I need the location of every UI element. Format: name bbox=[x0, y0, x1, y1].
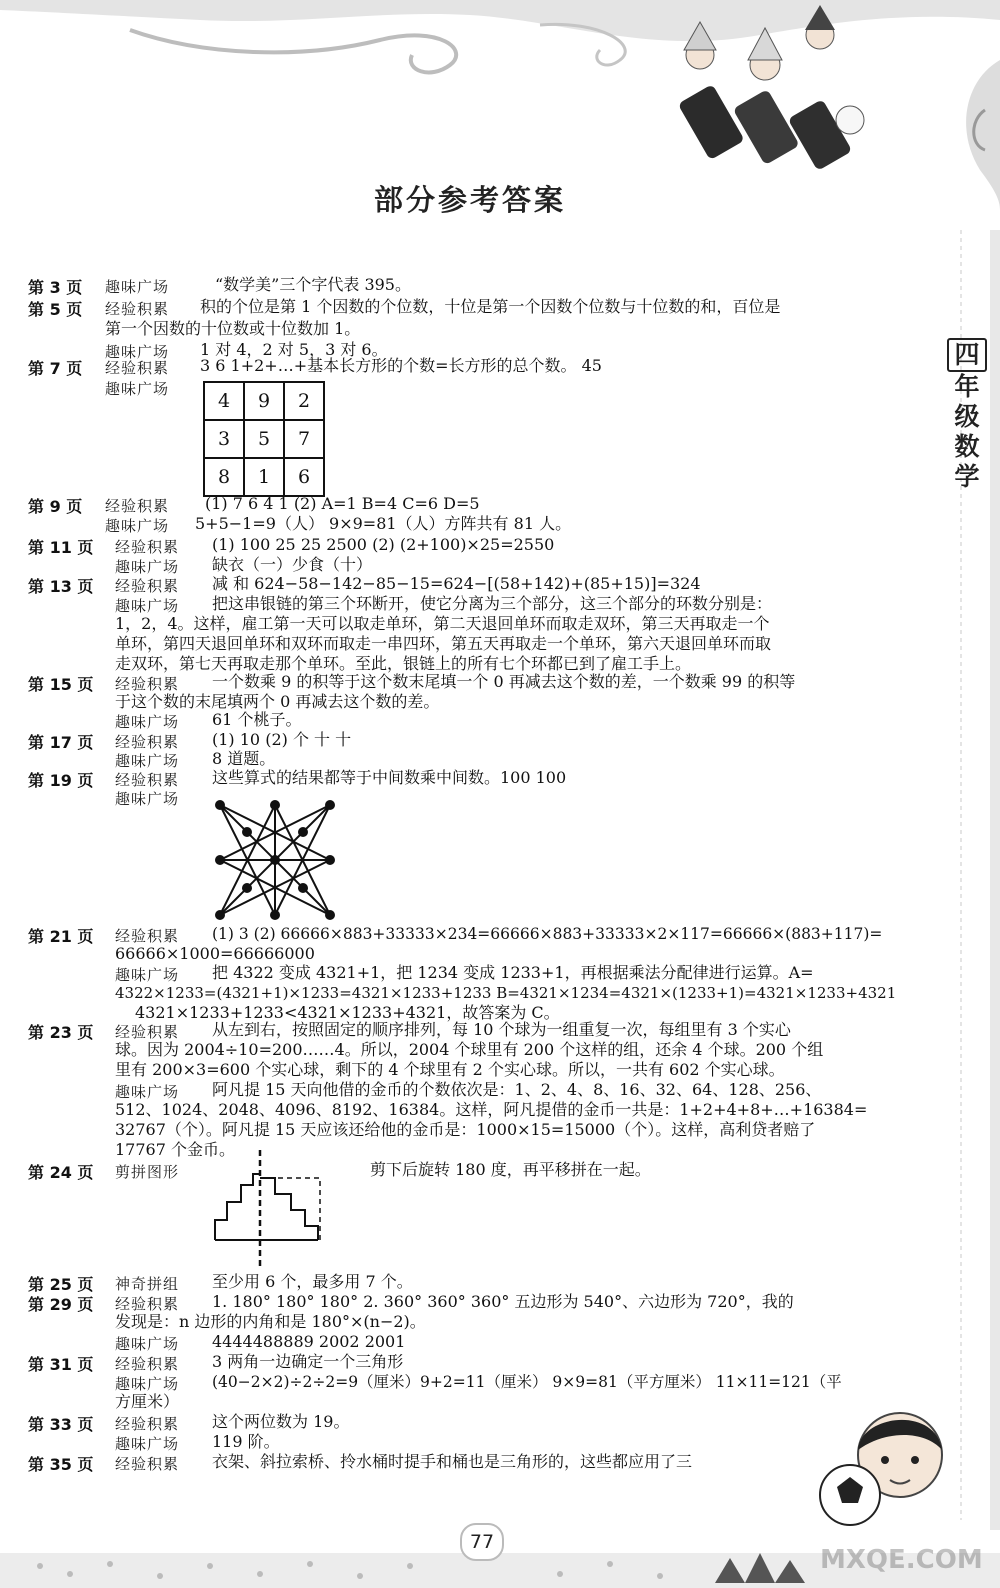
answer-line: 这个两位数为 19。 bbox=[212, 1412, 350, 1431]
staircase-figure bbox=[205, 1150, 335, 1270]
category-label: 趣味广场 bbox=[105, 380, 170, 398]
dot-line-puzzle bbox=[200, 790, 350, 920]
category-label: 经验积累 bbox=[105, 359, 170, 377]
side-char: 级 bbox=[954, 402, 980, 431]
side-char: 学 bbox=[954, 462, 980, 491]
page-ref: 第 7 页 bbox=[28, 359, 83, 378]
answer-line: 61 个桃子。 bbox=[212, 710, 302, 729]
magic-cell: 8 bbox=[204, 458, 244, 496]
answer-line: 4321×1233+1233<4321×1233+4321，故答案为 C。 bbox=[135, 1003, 560, 1022]
category-label: 经验积累 bbox=[115, 733, 180, 751]
category-label: 经验积累 bbox=[115, 1295, 180, 1313]
page-ref: 第 25 页 bbox=[28, 1275, 94, 1294]
category-label: 趣味广场 bbox=[115, 713, 180, 731]
answer-line: 至少用 6 个，最多用 7 个。 bbox=[212, 1272, 413, 1291]
page-ref: 第 33 页 bbox=[28, 1415, 94, 1434]
answer-line: 这些算式的结果都等于中间数乘中间数。100 100 bbox=[212, 768, 567, 787]
magic-cell: 5 bbox=[244, 420, 284, 458]
answer-line: “数学美”三个字代表 395。 bbox=[215, 275, 411, 294]
category-label: 经验积累 bbox=[115, 675, 180, 693]
answer-line: 阿凡提 15 天向他借的金币的个数依次是：1、2、4、8、16、32、64、128、256、 bbox=[212, 1080, 822, 1099]
answer-line: 球。因为 2004÷10=200……4。所以，2004 个球里有 200 个这样的组，还余 4 个球。200 个组 bbox=[115, 1040, 824, 1059]
page-ref: 第 21 页 bbox=[28, 927, 94, 946]
answer-line: 512、1024、2048、4096、8192、16384。这样，阿凡提借的金币一共是：1+2+4+8+…+16384= bbox=[115, 1100, 868, 1119]
category-label: 经验积累 bbox=[115, 577, 180, 595]
answer-line: 单环，第四天退回单环和双环而取走一串四环，第五天再取走一个单环，第六天退回单环而取 bbox=[115, 634, 772, 653]
category-label: 经验积累 bbox=[115, 771, 180, 789]
page-ref: 第 23 页 bbox=[28, 1023, 94, 1042]
answer-line: (1) 7 6 4 1 (2) A=1 B=4 C=6 D=5 bbox=[205, 494, 480, 513]
magic-cell: 3 bbox=[204, 420, 244, 458]
answer-line: 1 对 4，2 对 5，3 对 6。 bbox=[200, 340, 388, 359]
answer-line: 把这串银链的第三个环断开，使它分离为三个部分，这三个部分的环数分别是： bbox=[212, 594, 773, 613]
answer-line: 8 道题。 bbox=[212, 749, 276, 768]
magic-cell: 2 bbox=[284, 382, 324, 420]
category-label: 经验积累 bbox=[115, 927, 180, 945]
side-char: 年 bbox=[954, 372, 980, 401]
category-label: 经验积累 bbox=[115, 1415, 180, 1433]
category-label: 趣味广场 bbox=[115, 752, 180, 770]
answer-line: 方厘米） bbox=[115, 1392, 180, 1411]
category-label: 趣味广场 bbox=[115, 597, 180, 615]
answer-line: 第一个因数的十位数或十位数加 1。 bbox=[105, 319, 361, 338]
page-ref: 第 3 页 bbox=[28, 278, 83, 297]
answer-line: 里有 200×3=600 个实心球，剩下的 4 个球里有 2 个实心球。所以，一共有 602 个实心球。 bbox=[115, 1060, 785, 1079]
answer-line: 一个数乘 9 的积等于这个数末尾填一个 0 再减去这个数的差，一个数乘 99 的积等 bbox=[212, 672, 796, 691]
category-label: 经验积累 bbox=[105, 497, 170, 515]
page-ref: 第 11 页 bbox=[28, 538, 94, 557]
category-label: 神奇拼组 bbox=[115, 1275, 180, 1293]
answer-line: 于这个数的末尾填两个 0 再减去这个数的差。 bbox=[115, 692, 440, 711]
answer-line: 1，2，4。这样，雇工第一天可以取走单环，第二天退回单环而取走双环，第三天再取走一个 bbox=[115, 614, 770, 633]
category-label: 经验积累 bbox=[115, 1355, 180, 1373]
page-title: 部分参考答案 bbox=[373, 183, 566, 217]
category-label: 经验积累 bbox=[115, 1023, 180, 1041]
answer-line: (1) 10 (2) 个 十 十 bbox=[212, 730, 352, 749]
category-label: 趣味广场 bbox=[115, 1375, 180, 1393]
answer-line: (1) 3 (2) 66666×883+33333×234=66666×883+33333×2×117=66666×(883+117)= bbox=[212, 925, 883, 943]
side-char: 数 bbox=[954, 432, 980, 461]
answer-line: 1. 180° 180° 180° 2. 360° 360° 360° 五边形为 540°、六边形为 720°，我的 bbox=[212, 1292, 794, 1311]
answer-line: 从左到右，按照固定的顺序排列，每 10 个球为一组重复一次，每组里有 3 个实心 bbox=[212, 1020, 791, 1039]
answer-line: 减 和 624−58−142−85−15=624−[(58+142)+(85+15)]=324 bbox=[212, 574, 701, 593]
answer-line: 66666×1000=66666000 bbox=[115, 944, 315, 963]
answer-line: 3 两角一边确定一个三角形 bbox=[212, 1352, 404, 1371]
page-ref: 第 5 页 bbox=[28, 300, 83, 319]
answer-line: 5+5−1=9（人） 9×9=81（人）方阵共有 81 人。 bbox=[195, 514, 572, 533]
answer-line: (40−2×2)÷2÷2=9（厘米）9+2=11（厘米） 9×9=81（平方厘米） 11×11=121（平 bbox=[212, 1373, 842, 1391]
answer-line: 17767 个金币。 bbox=[115, 1140, 235, 1159]
answer-line: 3 6 1+2+…+基本长方形的个数=长方形的总个数。 45 bbox=[200, 356, 602, 375]
answer-line: 4444488889 2002 2001 bbox=[212, 1332, 406, 1351]
answer-line: 缺衣（一）少食（十） bbox=[212, 555, 373, 574]
magic-cell: 1 bbox=[244, 458, 284, 496]
magic-cell: 4 bbox=[204, 382, 244, 420]
header-decoration bbox=[0, 0, 1000, 170]
page-ref: 第 19 页 bbox=[28, 771, 94, 790]
magic-cell: 9 bbox=[244, 382, 284, 420]
boy-with-ball-illustration bbox=[815, 1395, 965, 1535]
category-label: 趣味广场 bbox=[105, 517, 170, 535]
category-label: 趣味广场 bbox=[115, 1335, 180, 1353]
answer-line: 32767（个）。阿凡提 15 天应该还给他的金币是：1000×15=15000（个）。这样，高利贷者赔了 bbox=[115, 1120, 816, 1139]
page-ref: 第 35 页 bbox=[28, 1455, 94, 1474]
answer-line: 走双环，第七天再取走那个单环。至此，银链上的所有七个环都已到了雇工手上。 bbox=[115, 654, 692, 673]
side-decoration bbox=[955, 0, 1000, 1588]
answer-line: 119 阶。 bbox=[212, 1432, 280, 1451]
page-ref: 第 31 页 bbox=[28, 1355, 94, 1374]
page-ref: 第 17 页 bbox=[28, 733, 94, 752]
answer-line: 把 4322 变成 4321+1，把 1234 变成 1233+1，再根据乘法分配律进行运算。A= bbox=[212, 963, 814, 982]
category-label: 趣味广场 bbox=[115, 790, 180, 808]
category-label: 经验积累 bbox=[115, 1455, 180, 1473]
answer-line: 发现是：n 边形的内角和是 180°×(n−2)。 bbox=[115, 1312, 426, 1331]
page-ref: 第 9 页 bbox=[28, 497, 83, 516]
page-ref: 第 15 页 bbox=[28, 675, 94, 694]
category-label: 剪拼图形 bbox=[115, 1163, 180, 1181]
category-label: 趣味广场 bbox=[115, 1435, 180, 1453]
answer-line: 积的个位是第 1 个因数的个位数，十位是第一个因数个位数与十位数的和，百位是 bbox=[200, 297, 781, 316]
magic-square bbox=[203, 381, 325, 497]
page-ref: 第 24 页 bbox=[28, 1163, 94, 1182]
answer-line: 衣架、斜拉索桥、拎水桶时提手和桶也是三角形的，这些都应用了三 bbox=[212, 1452, 693, 1471]
page-number: 77 bbox=[460, 1523, 504, 1561]
side-char: 四 bbox=[947, 338, 987, 372]
category-label: 趣味广场 bbox=[115, 558, 180, 576]
category-label: 趣味广场 bbox=[105, 278, 170, 296]
magic-cell: 6 bbox=[284, 458, 324, 496]
category-label: 趣味广场 bbox=[105, 343, 170, 361]
category-label: 趣味广场 bbox=[115, 1083, 180, 1101]
page-ref: 第 13 页 bbox=[28, 577, 94, 596]
magic-cell: 7 bbox=[284, 420, 324, 458]
side-label bbox=[947, 338, 987, 492]
page-ref: 第 29 页 bbox=[28, 1295, 94, 1314]
watermark: MXQE.COM bbox=[820, 1545, 983, 1575]
category-label: 趣味广场 bbox=[115, 966, 180, 984]
answer-line: 剪下后旋转 180 度，再平移拼在一起。 bbox=[370, 1160, 651, 1179]
answer-line: 4322×1233=(4321+1)×1233=4321×1233+1233 B=4321×1234=4321×(1233+1)=4321×1233+4321 bbox=[115, 984, 897, 1002]
category-label: 经验积累 bbox=[115, 538, 180, 556]
answer-line: (1) 100 25 25 2500 (2) (2+100)×25=2550 bbox=[212, 535, 555, 554]
category-label: 经验积累 bbox=[105, 300, 170, 318]
